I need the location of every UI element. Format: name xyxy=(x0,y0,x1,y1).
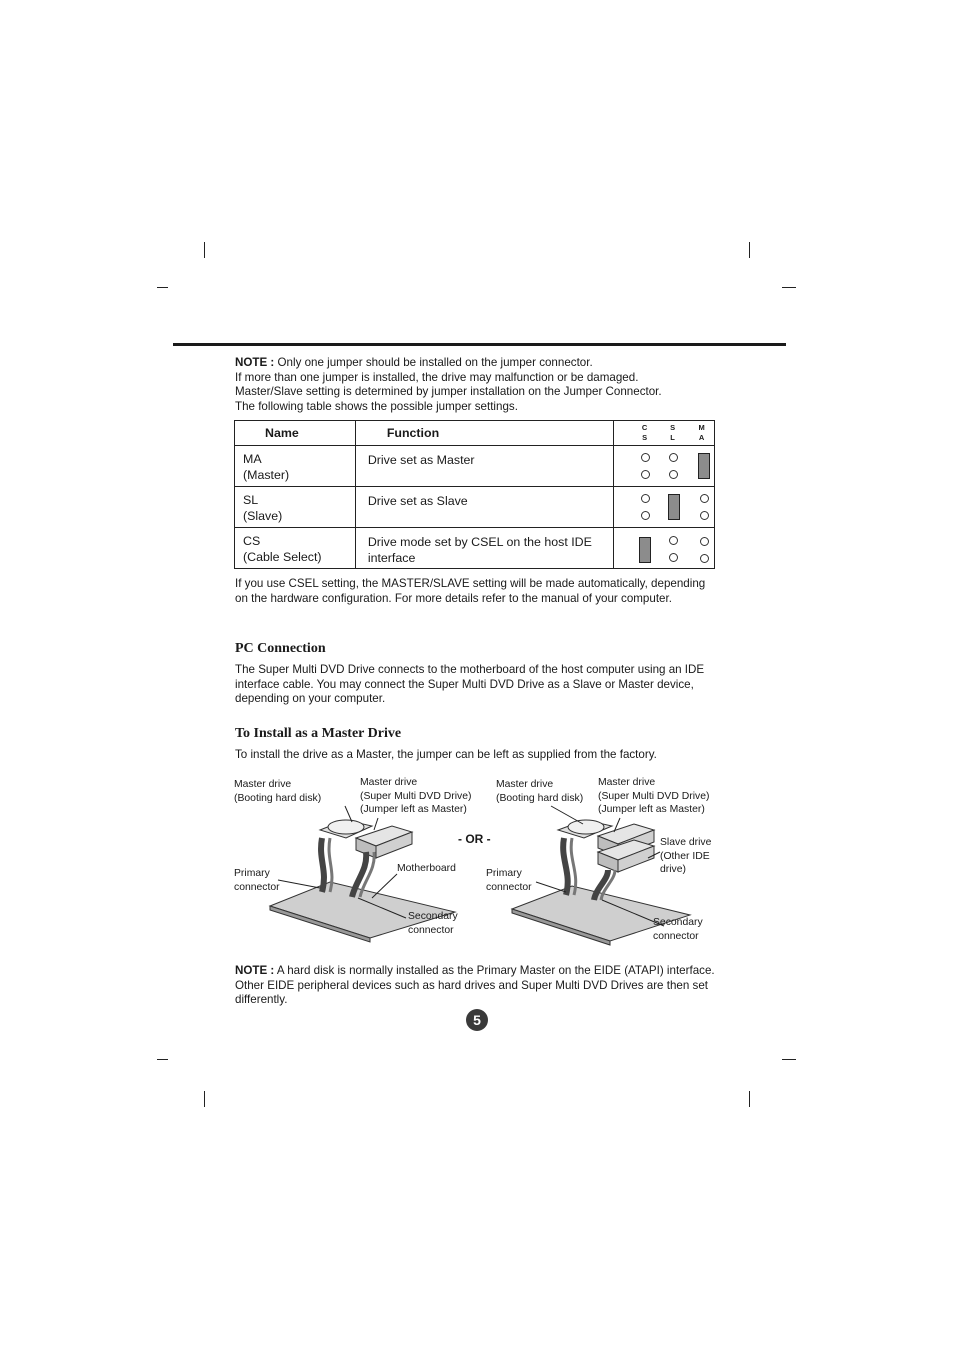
section-heading-master-install: To Install as a Master Drive xyxy=(235,726,402,741)
column-header-function: Function xyxy=(355,421,613,446)
label-master-hdd: Master drive (Booting hard disk) xyxy=(234,779,322,804)
note-line: Master/Slave setting is determined by jumper installation on the Jumper Connector. xyxy=(235,385,662,398)
label-secondary-connector: Secondary connector xyxy=(653,917,703,942)
label-slave-drive: Slave drive (Other IDE drive) xyxy=(660,837,712,875)
pc-connection-body: The Super Multi DVD Drive connects to the motherboard of the host computer using an IDE interface cable. You may connect the Super Multi DVD Drive as a Slave or Master device, depending on your computer. xyxy=(235,663,705,705)
note-line: Only one jumper should be installed on the jumper connector. xyxy=(277,356,593,369)
or-separator: - OR - xyxy=(458,832,491,846)
label-primary-connector: Primary connector xyxy=(486,868,532,893)
pin-label-cs: C S xyxy=(641,423,648,442)
label-motherboard: Motherboard xyxy=(397,863,456,874)
pin-label-ma: M A xyxy=(698,423,705,442)
note-label: NOTE : xyxy=(235,356,275,369)
note-line: If more than one jumper is installed, the drive may malfunction or be damaged. xyxy=(235,370,639,384)
note-label: NOTE : xyxy=(235,964,275,977)
label-primary-connector: Primary connector xyxy=(234,868,280,893)
label-master-dvd: Master drive (Super Multi DVD Drive) (Jumper left as Master) xyxy=(598,777,710,815)
label-secondary-connector: Secondary connector xyxy=(408,911,458,936)
pin-label-sl: S L xyxy=(670,423,676,442)
primary-master-note xyxy=(235,964,715,1008)
row-name-cell: SL (Slave) xyxy=(235,487,356,528)
master-install-body: To install the drive as a Master, the jumper can be left as supplied from the factory. xyxy=(235,748,657,761)
label-master-hdd: Master drive (Booting hard disk) xyxy=(496,779,584,804)
section-heading-pc-connection: PC Connection xyxy=(235,641,326,656)
row-function-cell: Drive set as Master xyxy=(355,446,613,487)
row-name-cell: CS (Cable Select) xyxy=(235,528,356,569)
note-line: The following table shows the possible jumper settings. xyxy=(235,399,518,413)
page-number: 5 xyxy=(466,1009,488,1031)
row-name-cell: MA (Master) xyxy=(235,446,356,487)
note-body: A hard disk is normally installed as the Primary Master on the EIDE (ATAPI) interface. Other EIDE peripheral devices such as hard drives and Super Multi DVD Drives are then set differently. xyxy=(235,964,715,1006)
row-function-cell: Drive mode set by CSEL on the host IDE interface xyxy=(355,528,613,569)
label-master-dvd: Master drive (Super Multi DVD Drive) (Jumper left as Master) xyxy=(360,777,472,815)
row-function-cell: Drive set as Slave xyxy=(355,487,613,528)
csel-note: If you use CSEL setting, the MASTER/SLAVE setting will be made automatically, depending on the hardware configuration. For more details refer to the manual of your computer. xyxy=(235,577,706,605)
column-header-name: Name xyxy=(235,421,356,446)
